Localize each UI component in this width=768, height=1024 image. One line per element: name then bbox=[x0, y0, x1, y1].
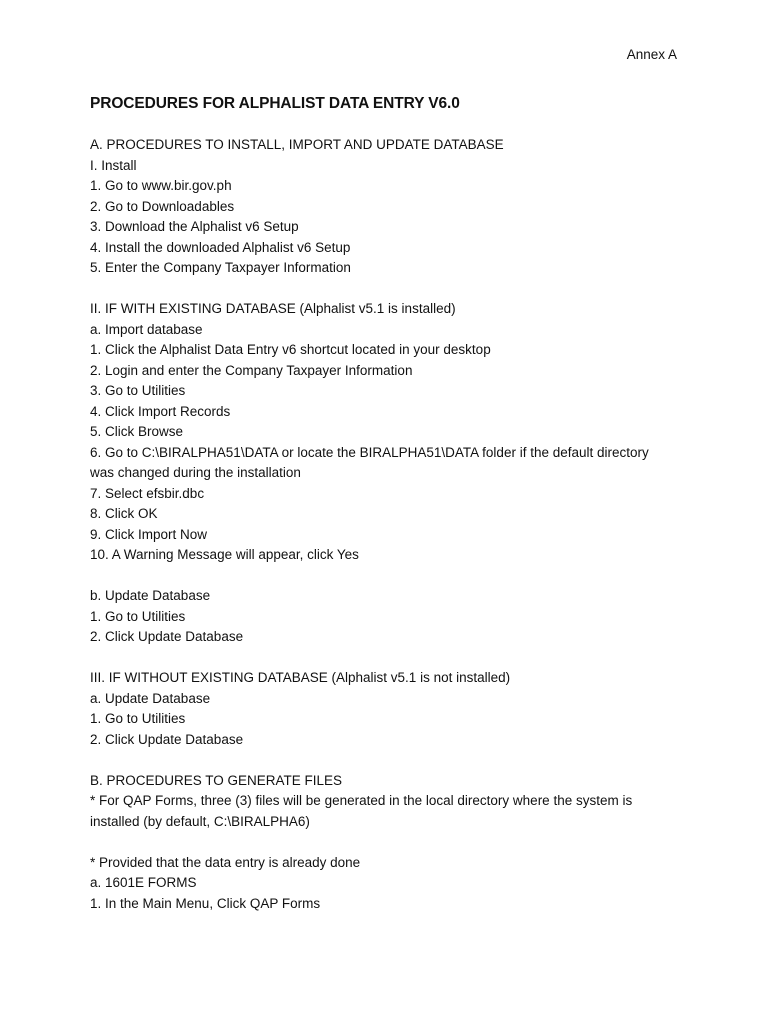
paragraph-spacer bbox=[90, 832, 680, 853]
procedure-line: 2. Click Update Database bbox=[90, 629, 244, 644]
procedure-line: 1. In the Main Menu, Click QAP Forms bbox=[90, 895, 321, 911]
paragraph-spacer bbox=[90, 648, 680, 669]
procedure-line: installed (by default, C:\BIRALPHA6) bbox=[90, 813, 310, 829]
paragraph-spacer bbox=[90, 750, 680, 771]
procedure-line: 1. Go to Utilities bbox=[90, 711, 186, 726]
procedure-line: 1. Go to www.bir.gov.ph bbox=[90, 178, 232, 193]
procedure-section bbox=[90, 586, 680, 648]
annex-label: Annex A bbox=[626, 47, 677, 62]
procedure-line: B. PROCEDURES TO GENERATE FILES bbox=[90, 772, 343, 788]
procedure-section bbox=[90, 853, 680, 915]
procedure-line: III. IF WITHOUT EXISTING DATABASE (Alphalist v5.1 is not installed) bbox=[90, 670, 511, 685]
procedure-line: 8. Click OK bbox=[90, 506, 158, 521]
procedure-line: 2. Go to Downloadables bbox=[90, 198, 235, 214]
procedure-line: 2. Click Update Database bbox=[90, 731, 244, 747]
procedure-line: 3. Go to Utilities bbox=[90, 383, 186, 398]
document-body bbox=[90, 94, 680, 914]
procedure-line: a. 1601E FORMS bbox=[90, 875, 197, 890]
procedure-line: 4. Click Import Records bbox=[90, 403, 231, 419]
procedure-line: 2. Login and enter the Company Taxpayer Information bbox=[90, 362, 413, 378]
procedure-section bbox=[90, 135, 680, 279]
procedure-line: a. Import database bbox=[90, 321, 203, 337]
procedure-section bbox=[90, 668, 680, 750]
procedure-section bbox=[90, 771, 680, 833]
procedure-line: was changed during the installation bbox=[90, 465, 301, 480]
paragraph-spacer bbox=[90, 279, 680, 300]
procedure-line: 5. Enter the Company Taxpayer Information bbox=[90, 260, 351, 275]
procedure-line: 10. A Warning Message will appear, click Yes bbox=[90, 547, 359, 562]
document-title: PROCEDURES FOR ALPHALIST DATA ENTRY V6.0 bbox=[90, 95, 460, 112]
procedure-sections bbox=[90, 135, 680, 914]
procedure-line: a. Update Database bbox=[90, 690, 211, 706]
procedure-line: 7. Select efsbir.dbc bbox=[90, 485, 205, 501]
procedure-line: 5. Click Browse bbox=[90, 424, 184, 439]
procedure-line: * Provided that the data entry is already done bbox=[90, 854, 361, 870]
procedure-line: * For QAP Forms, three (3) files will be generated in the local directory where the system is bbox=[90, 793, 633, 808]
procedure-line: 1. Click the Alphalist Data Entry v6 shortcut located in your desktop bbox=[90, 342, 491, 357]
procedure-line: 4. Install the downloaded Alphalist v6 Setup bbox=[90, 239, 351, 255]
procedure-line: A. PROCEDURES TO INSTALL, IMPORT AND UPDATE DATABASE bbox=[90, 137, 504, 152]
procedure-section bbox=[90, 299, 680, 566]
procedure-line: 6. Go to C:\BIRALPHA51\DATA or locate the BIRALPHA51\DATA folder if the default directory bbox=[90, 444, 649, 460]
procedure-line: I. Install bbox=[90, 157, 137, 173]
procedure-line: b. Update Database bbox=[90, 588, 211, 603]
procedure-line: 3. Download the Alphalist v6 Setup bbox=[90, 219, 299, 234]
paragraph-spacer bbox=[90, 566, 680, 587]
procedure-line: 1. Go to Utilities bbox=[90, 608, 186, 624]
procedure-line: II. IF WITH EXISTING DATABASE (Alphalist v5.1 is installed) bbox=[90, 301, 456, 316]
procedure-line: 9. Click Import Now bbox=[90, 526, 208, 542]
